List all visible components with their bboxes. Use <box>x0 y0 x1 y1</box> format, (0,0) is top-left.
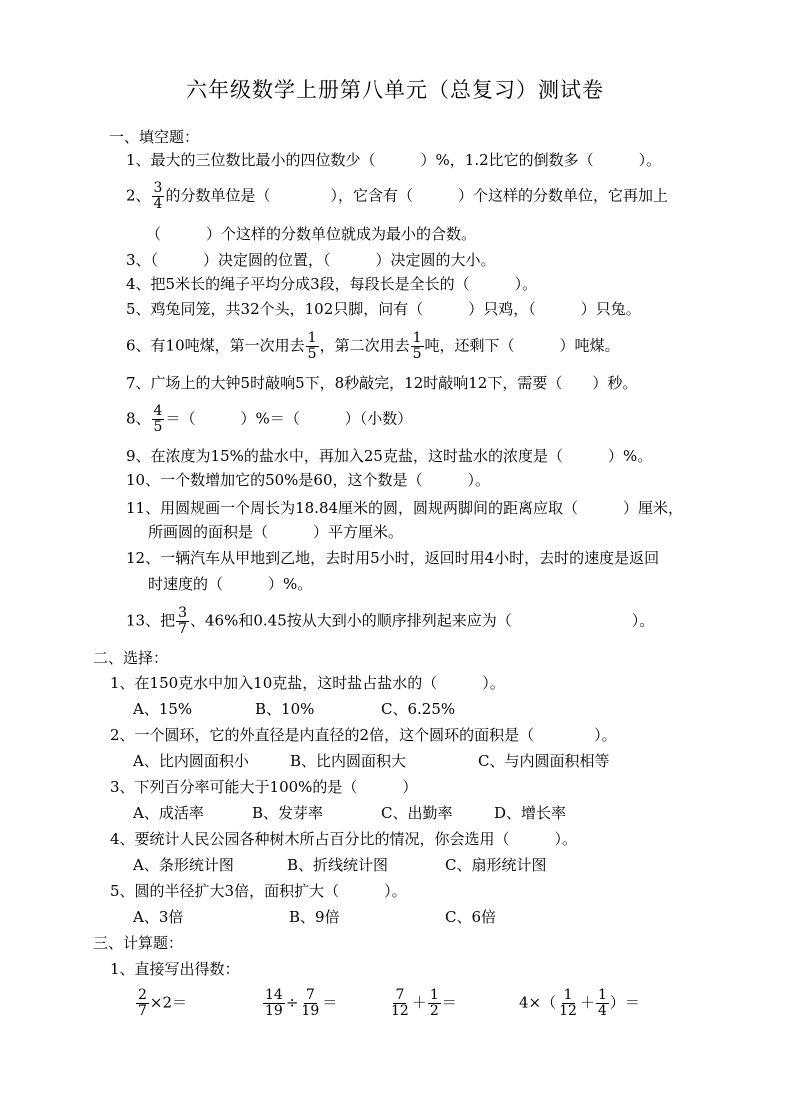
fill-question-11-cont: 所画圆的面积是（ ）平方厘米。 <box>148 523 404 541</box>
numerator: 3 <box>153 180 163 196</box>
fill-question-7: 7、广场上的大钟5时敲响5下，8秒敲完，12时敲响12下，需要（ ）秒。 <box>126 374 638 392</box>
calc-expression-1 <box>135 988 187 1019</box>
numerator: 14 <box>265 987 283 1003</box>
fraction <box>152 181 165 212</box>
calc-expression-4 <box>519 988 640 1019</box>
expression-text: 4×（ <box>519 993 557 1012</box>
choice-option: A、15% <box>133 700 193 718</box>
denominator: 12 <box>391 1003 409 1019</box>
denominator: 7 <box>138 1003 147 1019</box>
choice-option: A、比内圆面积小 <box>133 752 249 770</box>
calc-question-1: 1、直接写出得数： <box>110 960 240 978</box>
section-choice-heading: 二、选择： <box>93 649 169 667</box>
choice-option: D、增长率 <box>494 804 567 822</box>
operator: ＋ <box>411 993 427 1012</box>
fill-question-12-cont: 时速度的（ ）%。 <box>148 575 313 593</box>
fill-question-10: 10、一个数增加它的50%是60，这个数是（ ）。 <box>126 471 491 489</box>
fraction <box>557 988 579 1019</box>
fraction <box>411 331 424 362</box>
numerator: 2 <box>138 987 147 1003</box>
question-text: ＝（ ）%＝（ ）（小数） <box>165 409 413 428</box>
choice-option: C、6.25% <box>381 700 456 718</box>
fraction <box>176 606 189 637</box>
page-title: 六年级数学上册第八单元（总复习）测试卷 <box>186 78 604 102</box>
choice-question-4: 4、要统计人民公园各种树木所占百分比的情况，你会选用（ ）。 <box>110 830 578 848</box>
fraction <box>136 988 149 1019</box>
section-fill-heading: 一、填空题： <box>109 128 200 146</box>
choice-question-5: 5、圆的半径扩大3倍，面积扩大（ ）。 <box>110 882 407 900</box>
expression-text: ×2＝ <box>149 993 188 1012</box>
equals: ＝ <box>322 993 338 1012</box>
denominator: 2 <box>429 1003 439 1019</box>
choice-option: A、3倍 <box>133 908 184 926</box>
denominator: 5 <box>153 419 163 435</box>
operator: ÷ <box>285 993 299 1012</box>
denominator: 19 <box>301 1003 320 1019</box>
denominator: 4 <box>153 196 163 212</box>
question-number: 2、 <box>126 186 151 205</box>
fill-question-8 <box>126 404 412 435</box>
calc-expression-3 <box>388 988 457 1019</box>
question-text: 6、有10吨煤，第一次用去 <box>126 336 305 355</box>
fill-question-9: 9、在浓度为15%的盐水中，再加入25克盐，这时盐水的浓度是（ ）%。 <box>126 447 653 465</box>
fill-question-6 <box>126 331 620 362</box>
calc-expression-2 <box>262 988 337 1019</box>
numerator: 1 <box>597 987 607 1003</box>
fill-question-11: 11、用圆规画一个周长为18.84厘米的圆，圆规两脚间的距离应取（ ）厘米， <box>126 499 684 517</box>
choice-option: B、10% <box>255 700 315 718</box>
question-text: 、46%和0.45按从大到小的顺序排列起来应为（ ）。 <box>190 611 655 630</box>
choice-option: C、6倍 <box>445 908 497 926</box>
denominator: 5 <box>307 346 317 362</box>
choice-option: C、出勤率 <box>381 804 453 822</box>
fill-question-1: 1、最大的三位数比最小的四位数少（ ）%，1.2比它的倒数多（ ）。 <box>126 151 662 169</box>
numerator: 1 <box>429 987 439 1003</box>
fraction <box>596 988 609 1019</box>
fraction <box>152 404 165 435</box>
equals: ＝ <box>441 993 457 1012</box>
fill-question-12: 12、一辆汽车从甲地到乙地，去时用5小时，返回时用4小时，去时的速度是返回 <box>126 549 660 567</box>
choice-option: B、发芽率 <box>252 804 324 822</box>
numerator: 4 <box>153 403 163 419</box>
denominator: 19 <box>265 1003 283 1019</box>
fraction <box>389 988 411 1019</box>
fill-question-2-cont: （ ）个这样的分数单位就成为最小的合数。 <box>146 225 477 243</box>
question-text: ，第二次用去 <box>319 336 410 355</box>
operator: ＋ <box>579 993 595 1012</box>
section-calc-heading: 三、计算题： <box>93 934 184 952</box>
numerator: 1 <box>563 987 573 1003</box>
choice-option: C、与内圆面积相等 <box>478 752 610 770</box>
denominator: 12 <box>559 1003 577 1019</box>
choice-option: C、扇形统计图 <box>445 856 547 874</box>
choice-question-2: 2、一个圆环，它的外直径是内直径的2倍，这个圆环的面积是（ ）。 <box>110 726 617 744</box>
fill-question-13 <box>126 606 654 637</box>
fill-question-4: 4、把5米长的绳子平均分成3段，每段长是全长的（ ）。 <box>126 275 538 293</box>
choice-question-3: 3、下列百分率可能大于100%的是（ ） <box>110 778 418 796</box>
choice-option: A、条形统计图 <box>133 856 234 874</box>
question-text: 的分数单位是（ ），它含有（ ）个这样的分数单位，它再加上 <box>165 186 668 205</box>
expression-text: ）＝ <box>609 993 640 1012</box>
fill-question-3: 3、（ ）决定圆的位置，（ ）决定圆的大小。 <box>126 251 496 269</box>
question-number: 8、 <box>126 409 151 428</box>
choice-option: B、9倍 <box>289 908 340 926</box>
denominator: 7 <box>178 621 188 637</box>
choice-question-1: 1、在150克水中加入10克盐，这时盐占盐水的（ ）。 <box>110 674 505 692</box>
denominator: 4 <box>597 1003 607 1019</box>
fraction <box>263 988 285 1019</box>
fraction <box>306 331 319 362</box>
question-text: 吨，还剩下（ ）吨煤。 <box>424 336 620 355</box>
numerator: 7 <box>395 987 405 1003</box>
choice-option: B、折线统计图 <box>287 856 389 874</box>
choice-option: B、比内圆面积大 <box>290 752 407 770</box>
fraction <box>428 988 441 1019</box>
fill-question-5: 5、鸡兔同笼，共32个头，102只脚，问有（ ）只鸡，（ ）只兔。 <box>126 300 641 318</box>
numerator: 1 <box>307 330 317 346</box>
question-number: 13、把 <box>126 611 176 630</box>
denominator: 5 <box>412 346 422 362</box>
choice-option: A、成活率 <box>133 804 204 822</box>
numerator: 3 <box>178 605 188 621</box>
numerator: 1 <box>412 330 422 346</box>
fill-question-2 <box>126 181 668 212</box>
numerator: 7 <box>305 987 315 1003</box>
fraction <box>299 988 321 1019</box>
